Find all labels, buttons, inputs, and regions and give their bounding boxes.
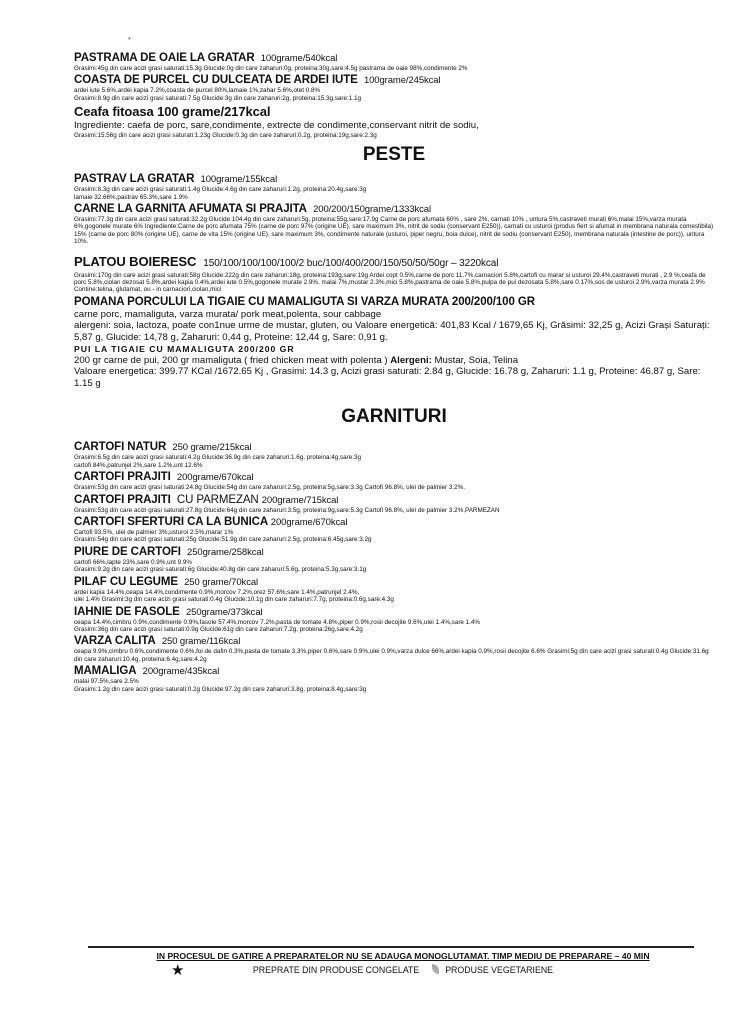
- menu-item-coasta: [74, 74, 714, 102]
- item-portion: 250 grame/70kcal: [184, 576, 259, 588]
- menu-item-pastrav: [74, 173, 714, 201]
- item-details: Grasimi:45g din care acizi grasi saturati:15.3g Glucide:0g din care zaharuri:0g, proteina:30g,sare:4.5g pastrama de oaie 98%,condimente 2%: [74, 65, 468, 72]
- item-name: CARTOFI SFERTURI CA LA BUNICA: [74, 516, 268, 529]
- item-ingredients: Ingrediente: caefa de porc, sare,condimente, extrecte de condimente,conservant nitrit de sodiu,: [74, 120, 479, 132]
- section-title-peste: PESTE: [362, 144, 426, 166]
- menu-item-pastrama: [74, 52, 714, 72]
- item-details: ceapa 14.4%,cimbru 0.9%,condimente 0.9%,fasole 57.4%,morcov 7.2%,pasta de tomate 4.8%,piper 0.9%,rosii decojite 9.6%,ulei 1.4%,sare 1.4%: [74, 618, 481, 626]
- item-name: CARTOFI PRAJITI: [74, 471, 171, 484]
- item-details: Grasimi:170g din care acizi grasi saturati:58g Glucide:222g din care zaharuri:18g, proteina:193g,sare:19g Ardei copt 0.5%,carne de porc 11.7%,carnaciori 5.8%,cartofi cu marar si usturoi 29.4%,castraveti murati , 2.9 %,ceafa de porc 5.8%,ciolan dezosat 5.8%,ardei kapia 0.4%,ardei iute 0.5%,gogonele murate 2.9%, malai 7%,mustar 2.3%,mici 5.8%,pastrama de oaie 5.8%,pulpa de pui dezosata 5.8%,sare 0.17%,sos de usturoi 2.9%,varza murata 2.9%: [74, 271, 706, 287]
- item-details: Cartofi 93.5%, ulei de palmier 3%,usturoi 2.5%,marar 1%: [74, 529, 234, 537]
- allergens-list: Mustar, Soia, Telina: [431, 354, 519, 366]
- item-details: ceapa 9.9%,cimbru 0.6%,condimente 0.6%,foi de dafin 0.3%,pasta de tomate 3.3%,piper 0.6%,sare 0.9%,ulei 0.9%,varza dulce 66%,ardei kapia 0.9%,rosii decojite 6.6% Grasimi:5g din care acizi grasi saturati:0.4g Glucide:31.6g din care zaharuri:10.4g, proteina:6.4g,sare:4.2g: [74, 648, 709, 663]
- speck: •: [128, 34, 131, 43]
- item-portion: 200grame/715kcal: [261, 494, 339, 506]
- footer: [118, 946, 688, 979]
- allergens-label: Alergeni:: [390, 354, 432, 366]
- item-portion: 200grame/435kcal: [142, 666, 220, 678]
- menu-item-pilaf: [74, 576, 714, 604]
- item-nutrition: alergeni: soia, lactoza, poate con1nue urme de mustar, gluten, ou Valoare energetică: 401,83 Kcal / 1679,65 Kj, Grăsimi: 32,25 g, Acizi Grași Saturați: 5,87 g, Glucide: 14,78 g, Zaharuri: 0,44 g, Proteine: 12,44 g, Sare: 0,91 g.: [74, 320, 710, 344]
- item-name: PLATOU BOIERESC: [74, 253, 197, 269]
- item-name: VARZA CALITA: [74, 635, 156, 648]
- item-portion: 150/100/100/100/100/2 buc/100/400/200/150/50/50/50gr – 3220kcal: [203, 257, 499, 269]
- menu-item-prajiti: [74, 471, 714, 491]
- item-name: CARTOFI NATUR: [74, 441, 167, 454]
- item-details: malai 97.5%,sare 2.5%: [74, 678, 139, 686]
- legend-vegetarian: PRODUSE VEGETARIENE: [445, 965, 554, 975]
- item-portion: 200/200/150grame/1333kcal: [313, 204, 432, 216]
- item-details: cartofi 66%,lapte 23%,sare 0.9%,unt 9.9%: [74, 558, 192, 566]
- item-nutrition: Grasimi:9.2g din care acizi grasi saturati:6g Glucide:40.8g din care zaharuri:5.6g, proteina:5.3g,sare:3.1g: [74, 566, 367, 574]
- item-name: PASTRAMA DE OAIE LA GRATAR: [74, 52, 255, 64]
- item-nutrition: Grasimi:36g din care acizi grasi saturati:0.9g Glucide:61g din care zaharuri:7.2g, proteina:26g,sare:4.2g: [74, 625, 363, 633]
- menu-item-platou: [74, 254, 714, 294]
- menu-item-iahnie: [74, 606, 714, 634]
- item-portion: 250grame/258kcal: [187, 546, 264, 558]
- item-nutrition: Grasimi:53g din care acizi grasi saturati:27.8g Glucide:64g din care zaharuri:3.5g, proteina:9g,sare:5.3g Cartofi 96.8%, ulei de palmier 3.2%,PARMEZAN: [74, 506, 500, 514]
- item-nutrition: ulei 1.4% Grasimi:3g din care acizi grasi saturati:0.4g Glucide:10.1g din care zaharuri:7.7g, proteina:0.6g,sare:4.3g: [74, 596, 394, 604]
- item-details: lamaie 32.66%,pastrav 65.3%,sare 1.9%: [74, 193, 188, 201]
- menu-page: [74, 52, 714, 695]
- menu-item-pomana: [74, 296, 714, 390]
- item-nutrition: Grasimi:53g din care acizi grasi saturati:24.8g Glucide:54g din care zaharuri:2.5g, proteina:5g,sare:3.3g Cartofi 96.8%, ulei de palmier 3.2%.: [74, 484, 465, 492]
- menu-item-piure: [74, 546, 714, 574]
- item-subtitle: PUI LA TIGAIE CU MAMALIGUTA 200/200 GR: [74, 343, 295, 354]
- item-nutrition: Grasimi:54g din care acizi grasi saturati:25g Glucide:51.9g din care zaharuri:2.5g, proteina:6.45g,sare:3.2g: [74, 536, 372, 544]
- item-portion: 100grame/155kcal: [200, 174, 278, 186]
- footer-divider: [88, 946, 694, 948]
- item-name: PILAF CU LEGUME: [74, 575, 178, 588]
- item-name: POMANA PORCULUI LA TIGAIE CU MAMALIGUTA SI VARZA MURATA 200/200/100 GR: [74, 295, 535, 308]
- item-name: CARNE LA GARNITA AFUMATA SI PRAJITA: [74, 203, 307, 216]
- menu-item-natur: [74, 441, 714, 469]
- item-name: MAMALIGA: [74, 665, 137, 678]
- item-nutrition: Valoare energetica: 399.77 KCal /1672.65 Kj , Grasimi: 14.3 g, Acizi grasi saturati: 2.84 g, Glucide: 16.78 g, Zaharuri: 1.1 g, Proteine: 46.87 g, Sare: 1.15 g: [74, 366, 701, 389]
- item-details: ardei iute 5.6%,ardei kapia 7.2%,coasta de purcel 80%,lamaie 1%,zahar 5.6%,otet 0.8%: [74, 87, 321, 95]
- item-name: Ceafa fitoasa 100 grame/217kcal: [74, 104, 271, 120]
- item-nutrition: Grasimi:1.2g din care acizi grasi saturati:0.2g Glucide:97.2g din care zaharuri:3.8g, proteina:8.4g,sare:3g: [74, 685, 367, 693]
- leaf-icon: [432, 964, 439, 974]
- item-allergens: Contine:telina, glutamat, ou - in carnaciori,ciolan,mici: [74, 286, 222, 294]
- item-nutrition: Grasimi:8.9g din care acizi grasi saturati:7.5g Glucide:3g din care zaharuri:2g, proteina:15.3g,sare:1.1g: [74, 94, 362, 102]
- item-portion: 200grame/670kcal: [270, 517, 348, 529]
- item-details: ardei kapia 14.4%,ceapa 14.4%,condimente 0.9%,morcov 7.2%,orez 57.6%,sare 1.4%,patrunjel 2.4%,: [74, 588, 360, 596]
- item-name-suffix: CU PARMEZAN: [176, 493, 259, 506]
- footer-legend: [118, 962, 688, 979]
- item-name: IAHNIE DE FASOLE: [74, 605, 180, 618]
- item-name: COASTA DE PURCEL CU DULCEATA DE ARDEI IUTE: [74, 74, 358, 87]
- menu-item-sferturi: [74, 516, 714, 544]
- menu-item-varza: [74, 635, 714, 663]
- item-details: Grasimi:77.3g din care acizi grasi saturati:32.2g Glucide:104.4g din care zaharuri:5g, proteina:55g,sare:17.9g Carne de porc afumata 60% , sare 2%, carnati 10% , untura 5%,castraveti murati 6%,malai 15%,varza murata 6%,gogonele murate 6% Ingrediente:Carne de porc afumata 75% (carne de porc 97% (origine UE), sare maximum 3%, nitrit de sodiu (conservant E250)), carnati cu usturoi (produs fiert si afumat in membrana naturala comestibila) 15% (carne de porc 80% (origine UE), carne de vita 15% (origine UE), sare maximum 3%, condimente naturale (usturoi, piper negru, boia dulce), nitrit de sodiu (conservant E250), membrana naturala (intestine de porc)), untura 10%.: [74, 216, 714, 246]
- item-ingredients: 200 gr carne de pui, 200 gr mamaliguta ( fried chicken meat with polenta ): [74, 354, 391, 366]
- item-details: cartofi 84%,patrunjel 2%,sare 1.2%,unt 12.6%: [74, 461, 203, 469]
- item-nutrition: Grasimi:15.56g din care acizi grasi saturati:1.23g Glucide:0.3g din care zaharuri:0.2g, proteina:19g,sare:2.3g: [74, 131, 377, 139]
- item-nutrition: Grasimi:8.3g din care acizi grasi saturati:1.4g Glucide:4.6g din care zaharuri:1.2g, proteina:20.4g,sare:3g: [74, 186, 367, 194]
- legend-frozen: PREPRATE DIN PRODUSE CONGELATE: [252, 965, 420, 975]
- item-portion: 250grame/373kcal: [185, 606, 263, 618]
- footer-note: IN PROCESUL DE GATIRE A PREPARATELOR NU SE ADAUGA MONOGLUTAMAT. TIMP MEDIU DE PREPARARE – 40 MIN: [156, 951, 650, 961]
- menu-item-mamaliga: [74, 665, 714, 693]
- item-portion: 100grame/245kcal: [363, 75, 441, 87]
- section-title-garnituri: GARNITURI: [341, 406, 447, 428]
- item-name: CARTOFI PRAJITI: [74, 493, 171, 506]
- item-nutrition: Grasimi:6.5g din care acizi grasi saturati:4.2g Glucide:36.9g din care zaharuri:1.6g, proteina:4g,sare:3g: [74, 454, 362, 462]
- menu-item-carne: [74, 203, 714, 246]
- menu-item-ceafa: [74, 104, 714, 139]
- item-portion: 100grame/540kcal: [260, 53, 338, 64]
- menu-item-parmezan: [74, 494, 714, 514]
- item-portion: 250 grame/116kcal: [161, 636, 241, 648]
- item-portion: 250 grame/215kcal: [172, 442, 252, 454]
- item-name: PIURE DE CARTOFI: [74, 545, 181, 558]
- item-ingredients: carne porc, mamaliguta, varza murata/ pork meat,polenta, sour cabbage: [74, 308, 382, 320]
- item-portion: 200grame/670kcal: [176, 472, 254, 484]
- item-name: PASTRAV LA GRATAR: [74, 173, 195, 186]
- star-icon: ★: [171, 962, 185, 979]
